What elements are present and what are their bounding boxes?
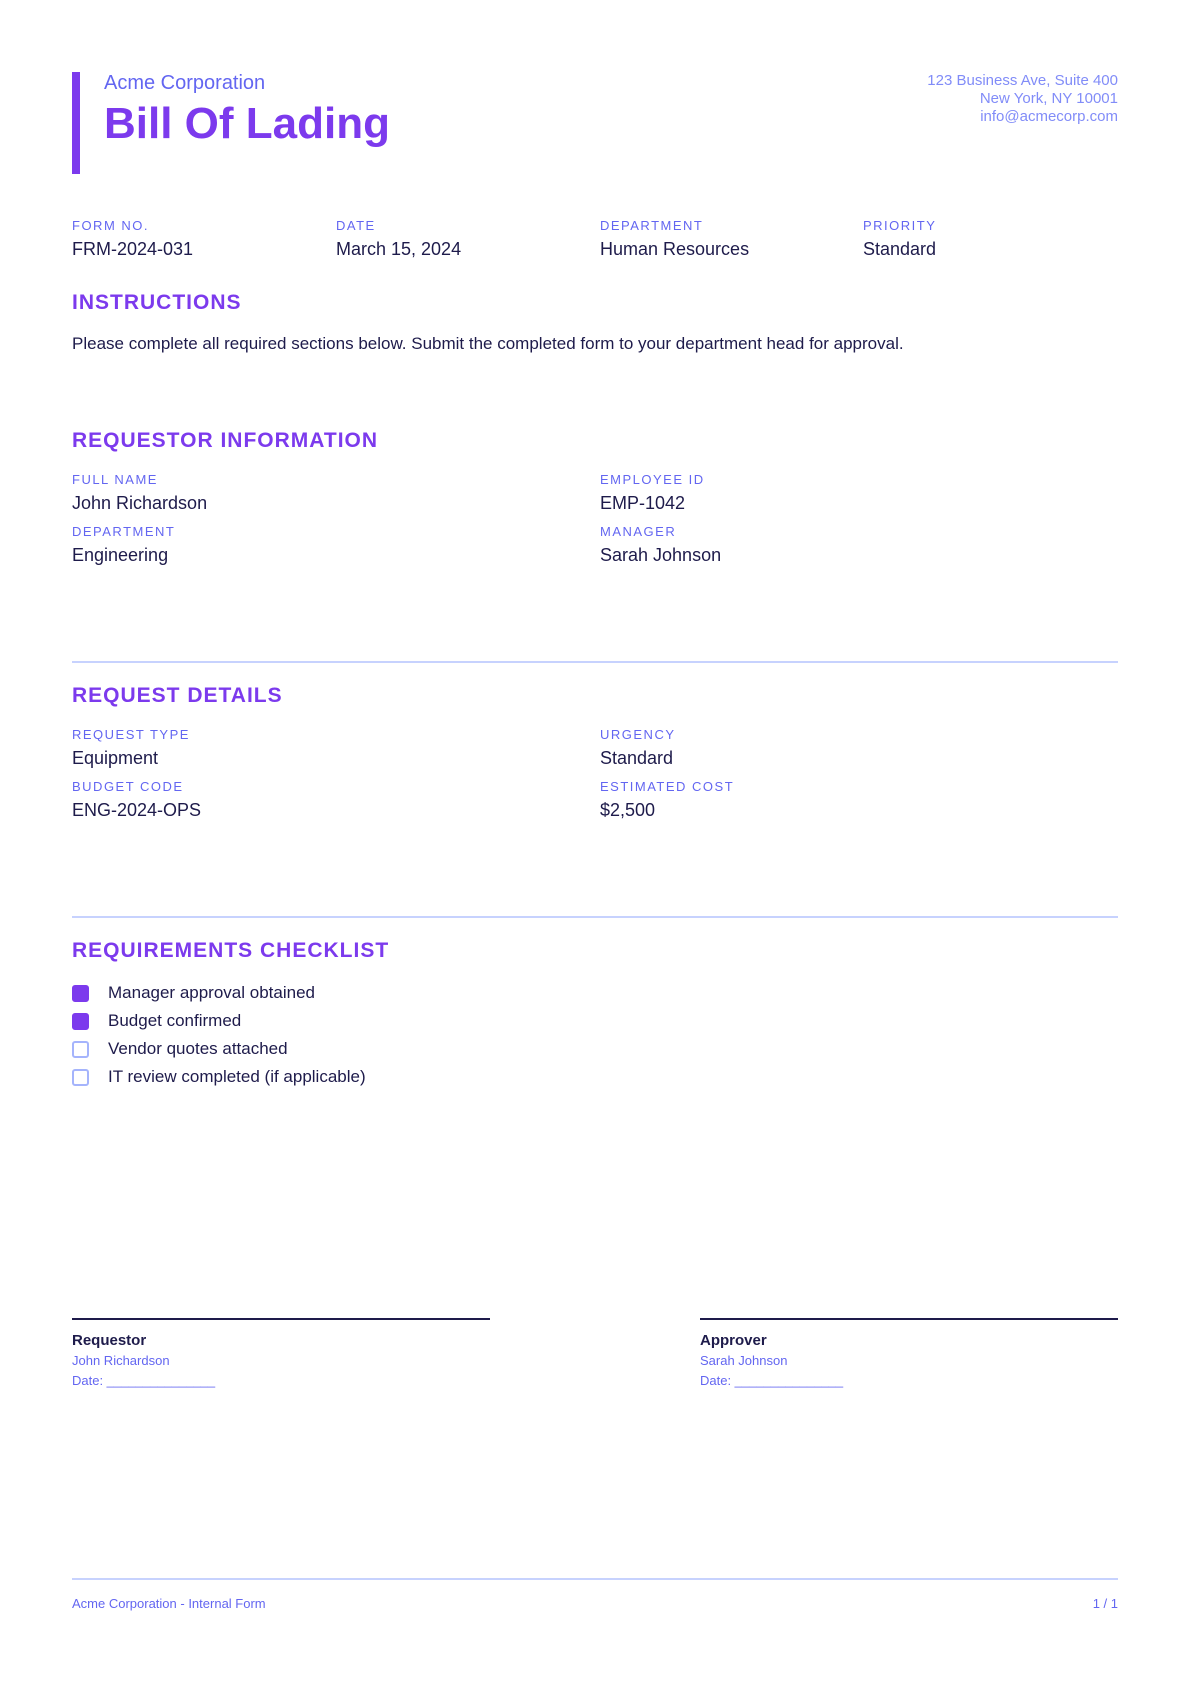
checklist-item[interactable] — [72, 1009, 241, 1033]
meta-department — [600, 218, 850, 260]
checkbox-icon[interactable] — [72, 1013, 89, 1030]
field-request-type — [72, 727, 472, 769]
checklist-item[interactable] — [72, 1037, 288, 1061]
full-name-value: John Richardson — [72, 493, 208, 513]
urgency-value: Standard — [600, 748, 674, 768]
address-line-1: 123 Business Ave, Suite 400 — [927, 72, 1118, 89]
meta-priority — [863, 218, 1113, 260]
checklist-heading: REQUIREMENTS CHECKLIST — [72, 939, 390, 962]
document-title: Bill Of Lading — [104, 99, 390, 148]
requestor-department-value: Engineering — [72, 545, 169, 565]
checklist-item[interactable] — [72, 981, 315, 1005]
field-budget-code — [72, 779, 472, 821]
department-value: Human Resources — [600, 239, 750, 259]
requestor-signature-name: John Richardson — [72, 1353, 170, 1368]
manager-label: MANAGER — [600, 524, 677, 539]
section-divider — [72, 916, 1118, 918]
footer-text: Acme Corporation - Internal Form — [72, 1596, 266, 1611]
meta-date — [336, 218, 586, 260]
estimated-cost-label: ESTIMATED COST — [600, 779, 735, 794]
date-label: DATE — [336, 218, 376, 233]
instructions-text: Please complete all required sections below. Submit the completed form to your department head for approval. — [72, 334, 904, 353]
checkbox-icon[interactable] — [72, 1041, 89, 1058]
page-number: 1 / 1 — [1092, 1596, 1118, 1611]
full-name-label: FULL NAME — [72, 472, 158, 487]
department-label: DEPARTMENT — [600, 218, 704, 233]
company-email: info@acmecorp.com — [980, 108, 1118, 125]
approver-signature-line — [700, 1318, 1118, 1320]
budget-code-value: ENG-2024-OPS — [72, 800, 202, 820]
header-accent-bar — [72, 72, 80, 174]
employee-id-label: EMPLOYEE ID — [600, 472, 705, 487]
address-line-2: New York, NY 10001 — [979, 90, 1118, 107]
field-full-name — [72, 472, 472, 514]
request-type-label: REQUEST TYPE — [72, 727, 190, 742]
requestor-signature-line — [72, 1318, 490, 1320]
requestor-department-label: DEPARTMENT — [72, 524, 176, 539]
date-value: March 15, 2024 — [336, 239, 462, 259]
urgency-label: URGENCY — [600, 727, 676, 742]
request-type-value: Equipment — [72, 748, 159, 768]
manager-value: Sarah Johnson — [600, 545, 722, 565]
approver-signature-date: Date: _______________ — [700, 1373, 844, 1388]
form-no-label: FORM NO. — [72, 218, 149, 233]
field-requestor-department — [72, 524, 472, 566]
checkbox-icon[interactable] — [72, 1069, 89, 1086]
field-manager — [600, 524, 1000, 566]
field-estimated-cost — [600, 779, 1000, 821]
company-name: Acme Corporation — [104, 72, 266, 94]
approver-signature-name: Sarah Johnson — [700, 1353, 788, 1368]
approver-signature-role: Approver — [700, 1332, 767, 1349]
request-details-heading: REQUEST DETAILS — [72, 684, 283, 707]
field-employee-id — [600, 472, 1000, 514]
checklist-item-label: Manager approval obtained — [108, 983, 315, 1002]
requestor-heading: REQUESTOR INFORMATION — [72, 429, 379, 452]
company-address — [927, 72, 1118, 126]
section-divider — [72, 661, 1118, 663]
requestor-signature-role: Requestor — [72, 1332, 147, 1349]
estimated-cost-value: $2,500 — [600, 800, 656, 820]
requestor-signature-date: Date: _______________ — [72, 1373, 216, 1388]
priority-value: Standard — [863, 239, 937, 259]
checklist-item-label: Vendor quotes attached — [108, 1039, 288, 1058]
checkbox-icon[interactable] — [72, 985, 89, 1002]
form-no-value: FRM-2024-031 — [72, 239, 194, 259]
checklist-item-label: IT review completed (if applicable) — [108, 1067, 366, 1086]
field-urgency — [600, 727, 1000, 769]
checklist-item[interactable] — [72, 1065, 366, 1089]
meta-form-no — [72, 218, 322, 260]
budget-code-label: BUDGET CODE — [72, 779, 184, 794]
footer-divider — [72, 1578, 1118, 1580]
priority-label: PRIORITY — [863, 218, 937, 233]
employee-id-value: EMP-1042 — [600, 493, 686, 513]
instructions-heading: INSTRUCTIONS — [72, 291, 242, 314]
checklist-item-label: Budget confirmed — [108, 1011, 242, 1030]
